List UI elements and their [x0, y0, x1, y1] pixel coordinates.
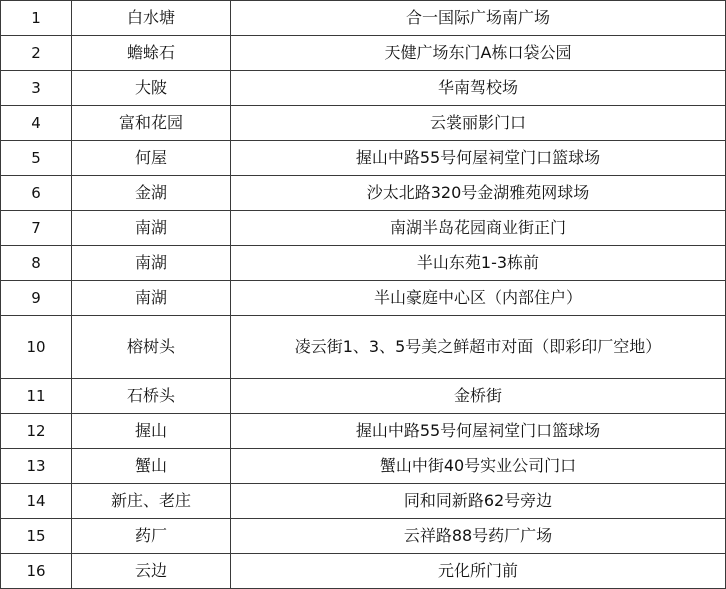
table-row [1, 141, 726, 176]
row-name: 南湖 [72, 281, 231, 316]
row-index: 3 [1, 71, 72, 106]
table-row [1, 211, 726, 246]
row-address: 华南驾校场 [231, 71, 726, 106]
row-index: 8 [1, 246, 72, 281]
row-name: 南湖 [72, 246, 231, 281]
table-row [1, 246, 726, 281]
row-address: 半山豪庭中心区（内部住户） [231, 281, 726, 316]
table-row [1, 71, 726, 106]
table-row [1, 281, 726, 316]
table-row [1, 519, 726, 554]
row-address: 合一国际广场南广场 [231, 1, 726, 36]
table-row [1, 554, 726, 589]
row-index: 5 [1, 141, 72, 176]
row-index: 6 [1, 176, 72, 211]
row-index: 16 [1, 554, 72, 589]
row-name: 金湖 [72, 176, 231, 211]
row-address: 半山东苑1-3栋前 [231, 246, 726, 281]
row-index: 15 [1, 519, 72, 554]
table-row [1, 449, 726, 484]
row-address: 沙太北路320号金湖雅苑网球场 [231, 176, 726, 211]
row-name: 何屋 [72, 141, 231, 176]
row-index: 11 [1, 379, 72, 414]
row-index: 7 [1, 211, 72, 246]
row-index: 12 [1, 414, 72, 449]
table-row [1, 316, 726, 379]
row-index: 4 [1, 106, 72, 141]
row-address: 同和同新路62号旁边 [231, 484, 726, 519]
row-name: 榕树头 [72, 316, 231, 379]
row-address: 云祥路88号药厂广场 [231, 519, 726, 554]
row-index: 1 [1, 1, 72, 36]
row-address: 蟹山中街40号实业公司门口 [231, 449, 726, 484]
row-index: 10 [1, 316, 72, 379]
table-row [1, 106, 726, 141]
row-name: 南湖 [72, 211, 231, 246]
row-name: 白水塘 [72, 1, 231, 36]
row-address: 金桥街 [231, 379, 726, 414]
row-name: 药厂 [72, 519, 231, 554]
table-row [1, 36, 726, 71]
row-name: 蟾蜍石 [72, 36, 231, 71]
row-address: 握山中路55号何屋祠堂门口篮球场 [231, 141, 726, 176]
row-address: 握山中路55号何屋祠堂门口篮球场 [231, 414, 726, 449]
row-name: 新庄、老庄 [72, 484, 231, 519]
row-address: 元化所门前 [231, 554, 726, 589]
row-address: 南湖半岛花园商业街正门 [231, 211, 726, 246]
row-name: 大陂 [72, 71, 231, 106]
table-body [1, 1, 726, 589]
row-index: 9 [1, 281, 72, 316]
table-row [1, 414, 726, 449]
row-address: 云裳丽影门口 [231, 106, 726, 141]
table-row [1, 176, 726, 211]
table-row [1, 1, 726, 36]
table-row [1, 484, 726, 519]
row-address: 凌云街1、3、5号美之鲜超市对面（即彩印厂空地） [231, 316, 726, 379]
row-name: 石桥头 [72, 379, 231, 414]
table-row [1, 379, 726, 414]
row-name: 握山 [72, 414, 231, 449]
row-index: 2 [1, 36, 72, 71]
row-address: 天健广场东门A栋口袋公园 [231, 36, 726, 71]
row-name: 云边 [72, 554, 231, 589]
row-index: 13 [1, 449, 72, 484]
row-name: 蟹山 [72, 449, 231, 484]
row-index: 14 [1, 484, 72, 519]
row-name: 富和花园 [72, 106, 231, 141]
